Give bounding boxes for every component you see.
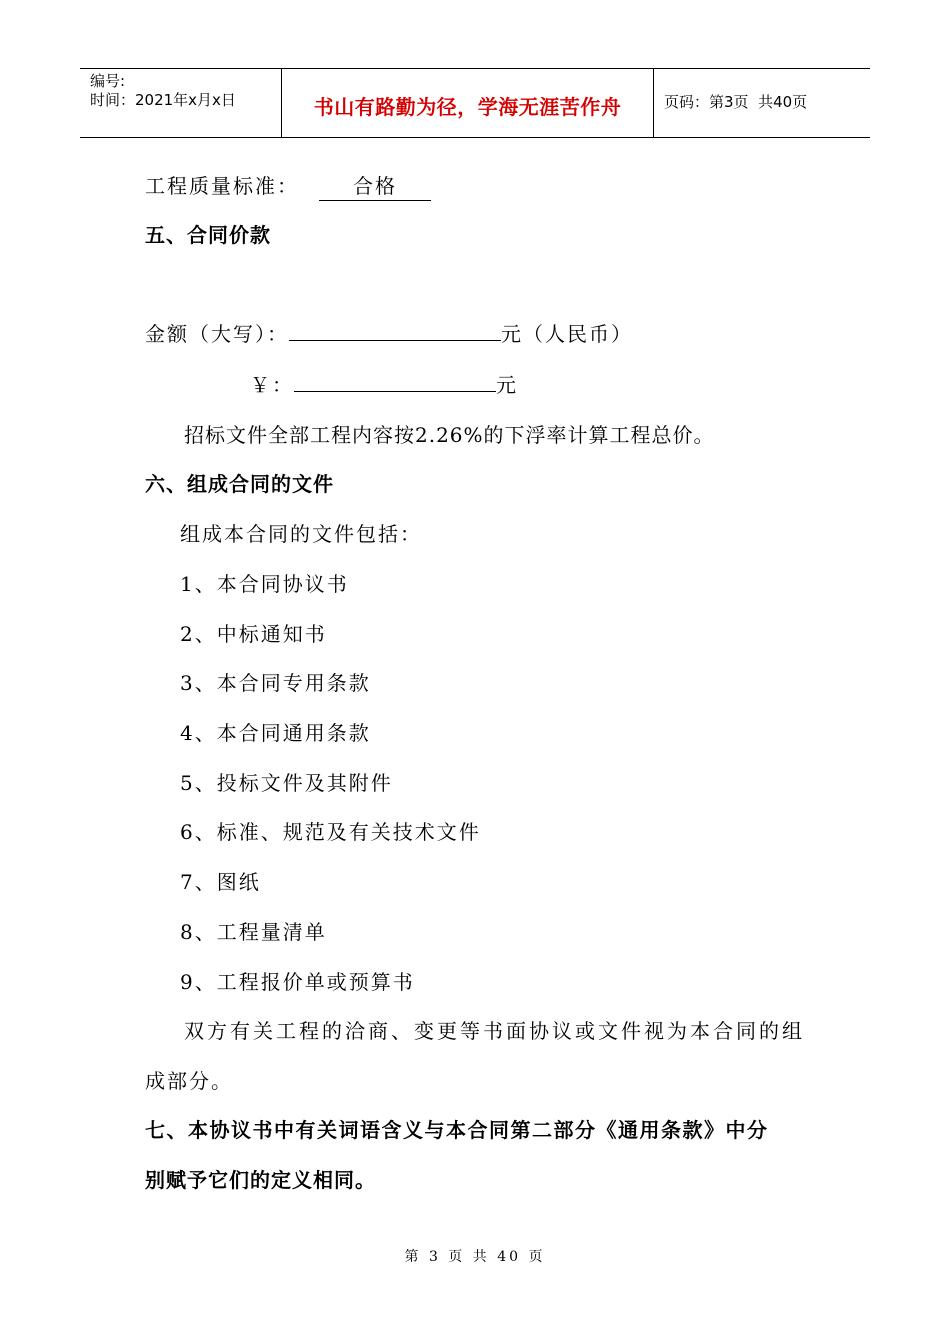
header-page-cell bbox=[654, 69, 870, 137]
document-number-label: 编号: bbox=[90, 72, 126, 90]
section-5-title: 五、合同价款 bbox=[145, 223, 271, 247]
amount-words-unit: 元（人民币） bbox=[501, 322, 633, 346]
section-6-intro: 组成本合同的文件包括： bbox=[180, 522, 422, 546]
amount-words-blank bbox=[289, 320, 501, 341]
list-item: 5、投标文件及其附件 bbox=[180, 771, 393, 795]
list-item: 2、中标通知书 bbox=[180, 622, 327, 646]
quality-standard-label: 工程质量标准： bbox=[145, 174, 299, 198]
list-item: 1、本合同协议书 bbox=[180, 572, 349, 596]
section-6-paragraph-line-2: 成部分。 bbox=[145, 1069, 233, 1093]
quality-standard-value: 合格 bbox=[319, 172, 431, 201]
document-header bbox=[80, 68, 870, 138]
header-motto: 书山有路勤为径，学海无涯苦作舟 bbox=[313, 95, 622, 119]
list-item: 4、本合同通用条款 bbox=[180, 721, 371, 745]
amount-yen-unit: 元 bbox=[496, 373, 518, 397]
page-footer: 第 3 页 共 40 页 bbox=[404, 1249, 546, 1265]
amount-yen-line bbox=[250, 371, 518, 399]
list-item: 9、工程报价单或预算书 bbox=[180, 970, 415, 994]
amount-yen-blank bbox=[294, 371, 496, 392]
list-item: 7、图纸 bbox=[180, 870, 261, 894]
header-motto-cell bbox=[282, 69, 654, 137]
quality-standard-line bbox=[145, 172, 431, 201]
section-6-paragraph-line-1: 双方有关工程的洽商、变更等书面协议或文件视为本合同的组 bbox=[184, 1019, 805, 1043]
document-date-label: 时间：2021年x月x日 bbox=[90, 91, 236, 109]
section-7-line-2: 别赋予它们的定义相同。 bbox=[145, 1168, 376, 1192]
section-6-title: 六、组成合同的文件 bbox=[145, 472, 334, 496]
list-item: 8、工程量清单 bbox=[180, 920, 327, 944]
section-7-line-1: 七、本协议书中有关词语含义与本合同第二部分《通用条款》中分 bbox=[145, 1118, 769, 1142]
amount-words-label: 金额（大写）： bbox=[145, 322, 289, 346]
header-meta-cell bbox=[80, 69, 282, 137]
header-page-info: 页码：第3页 共40页 bbox=[664, 93, 808, 111]
list-item: 6、标准、规范及有关技术文件 bbox=[180, 820, 481, 844]
pricing-note: 招标文件全部工程内容按2.26%的下浮率计算工程总价。 bbox=[184, 423, 715, 447]
list-item: 3、本合同专用条款 bbox=[180, 671, 371, 695]
amount-yen-label: ￥： bbox=[250, 373, 294, 397]
amount-words-line bbox=[145, 320, 633, 348]
